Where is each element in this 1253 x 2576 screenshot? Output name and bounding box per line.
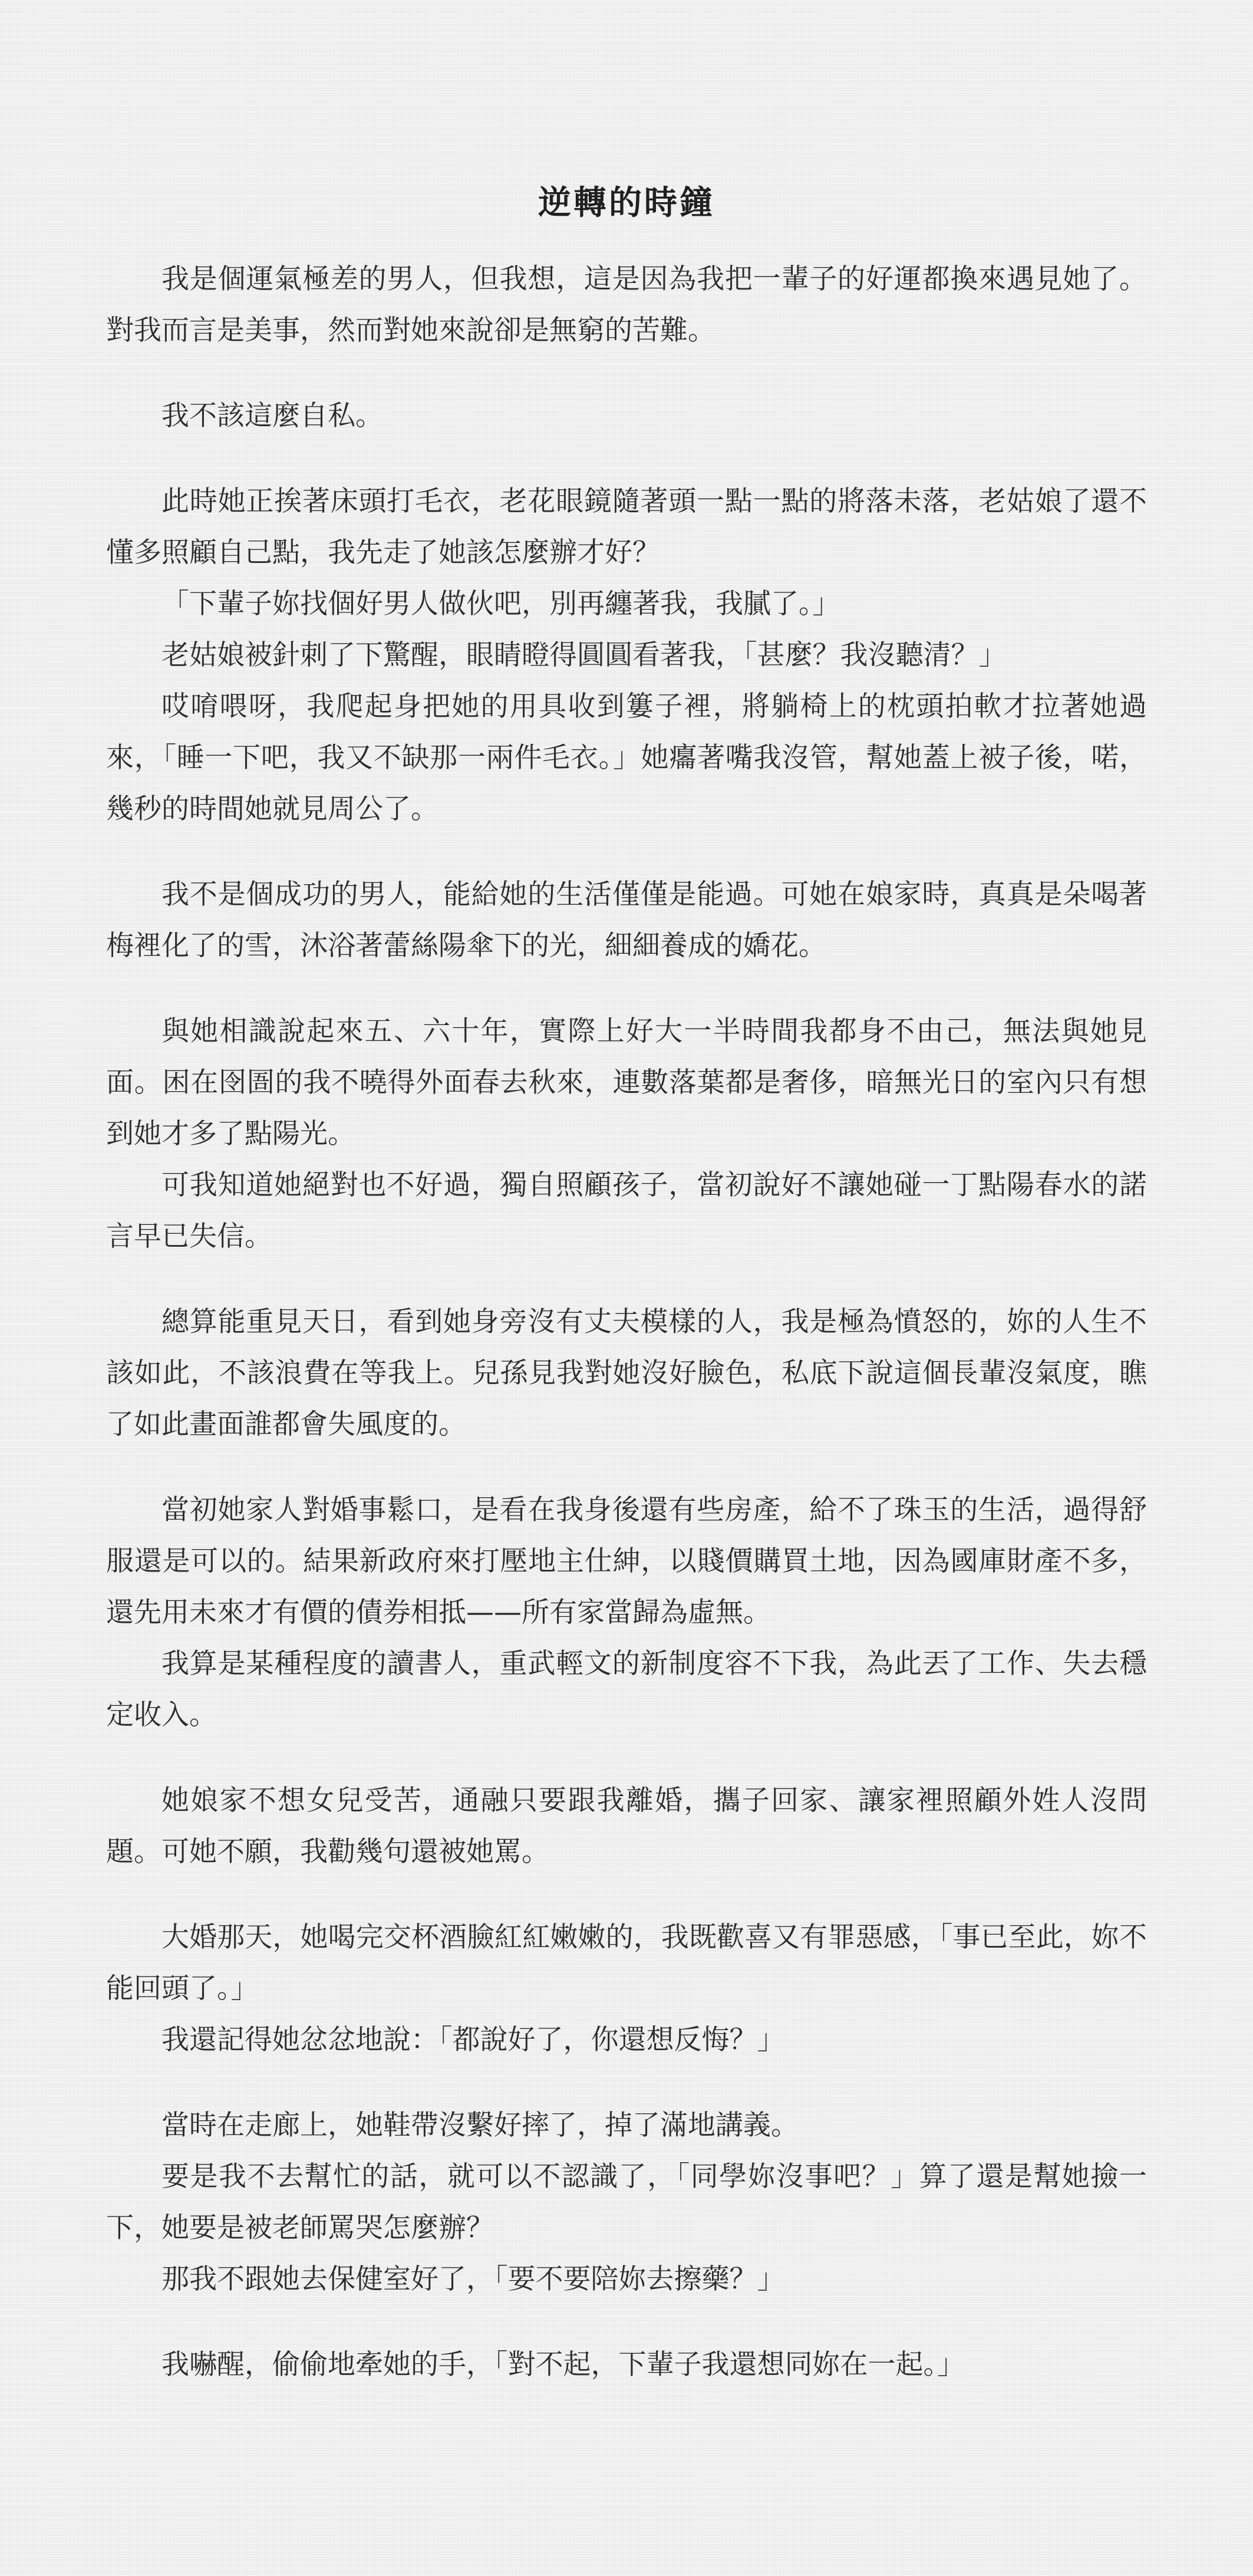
story-paragraph: 「下輩子妳找個好男人做伙吧，別再纏著我，我膩了。」 bbox=[161, 588, 840, 620]
story-paragraph: 我是個運氣極差的男人，但我想，這是因為我把一輩子的好運都換來遇見她了。對我而言是美事，然而對她來說卻是無窮的苦難。 bbox=[106, 263, 1147, 347]
story-paragraph: 我不是個成功的男人，能給她的生活僅僅是能過。可她在娘家時，真真是朵喝著梅裡化了的雪，沐浴著蕾絲陽傘下的光，細細養成的嬌花。 bbox=[106, 878, 1147, 962]
story-paragraph: 當時在走廊上，她鞋帶沒繫好摔了，掉了滿地講義。 bbox=[161, 2109, 799, 2142]
story-paragraph: 我還記得她忿忿地說：「都說好了，你還想反悔？」 bbox=[161, 2024, 785, 2056]
paragraph-gap bbox=[106, 835, 1147, 869]
paragraph-gap bbox=[106, 1262, 1147, 1296]
paragraph-gap bbox=[106, 356, 1147, 390]
story-paragraph: 與她相識說起來五、六十年，實際上好大一半時間我都身不由己，無法與她見面。困在囹圄的我不曉得外面春去秋來，連數落葉都是奢侈，暗無光日的室內只有想到她才多了點陽光。 bbox=[106, 1015, 1147, 1150]
story-paragraph: 總算能重見天日，看到她身旁沒有丈夫模樣的人，我是極為憤怒的，妳的人生不該如此，不該浪費在等我上。兒孫見我對她沒好臉色，私底下說這個長輩沒氣度，瞧了如此畫面誰都會失風度的。 bbox=[106, 1306, 1147, 1441]
story-paragraph: 當初她家人對婚事鬆口，是看在我身後還有些房產，給不了珠玉的生活，過得舒服還是可以的。結果新政府來打壓地主仕紳，以賤價購買土地，因為國庫財產不多，還先用未來才有價的債券相抵——所有家當歸為虛無。 bbox=[106, 1494, 1147, 1629]
paragraph-gap bbox=[106, 2066, 1147, 2100]
story-title: 逆轉的時鐘 bbox=[538, 184, 715, 222]
story-body bbox=[106, 253, 1147, 2390]
paragraph-gap bbox=[106, 1877, 1147, 1912]
story-paragraph: 要是我不去幫忙的話，就可以不認識了，「同學妳沒事吧？」算了還是幫她撿一下，她要是被老師罵哭怎麼辦？ bbox=[106, 2160, 1147, 2244]
paragraph-gap bbox=[106, 1741, 1147, 1775]
story-paragraph: 哎唷喂呀，我爬起身把她的用具收到簍子裡，將躺椅上的枕頭拍軟才拉著她過來，「睡一下吧，我又不缺那一兩件毛衣。」她癟著嘴我沒管，幫她蓋上被子後，喏，幾秒的時間她就見周公了。 bbox=[106, 690, 1147, 825]
paragraph-gap bbox=[106, 1450, 1147, 1484]
story-paragraph: 我嚇醒，偷偷地牽她的手，「對不起，下輩子我還想同妳在一起。」 bbox=[161, 2348, 965, 2381]
story-paragraph: 可我知道她絕對也不好過，獨自照顧孩子，當初說好不讓她碰一丁點陽春水的諾言早已失信。 bbox=[106, 1169, 1147, 1253]
story-paragraph: 大婚那天，她喝完交杯酒臉紅紅嫩嫩的，我既歡喜又有罪惡感，「事已至此，妳不能回頭了。」 bbox=[106, 1921, 1147, 2005]
paragraph-gap bbox=[106, 971, 1147, 1006]
story-paragraph: 老姑娘被針刺了下驚醒，眼睛瞪得圓圓看著我，「甚麼？我沒聽清？」 bbox=[161, 639, 1007, 671]
paragraph-gap bbox=[106, 442, 1147, 476]
story-paragraph: 她娘家不想女兒受苦，通融只要跟我離婚，攜子回家、讓家裡照顧外姓人沒問題。可她不願，我勸幾句還被她罵。 bbox=[106, 1784, 1147, 1868]
story-paragraph: 我不該這麼自私。 bbox=[161, 400, 383, 432]
paragraph-gap bbox=[106, 2305, 1147, 2339]
story-paragraph: 此時她正挨著床頭打毛衣，老花眼鏡隨著頭一點一點的將落未落，老姑娘了還不懂多照顧自己點，我先走了她該怎麼辦才好？ bbox=[106, 485, 1147, 569]
story-paragraph: 那我不跟她去保健室好了，「要不要陪妳去擦藥？」 bbox=[161, 2263, 785, 2295]
story-paragraph: 我算是某種程度的讀書人，重武輕文的新制度容不下我，為此丟了工作、失去穩定收入。 bbox=[106, 1648, 1147, 1731]
